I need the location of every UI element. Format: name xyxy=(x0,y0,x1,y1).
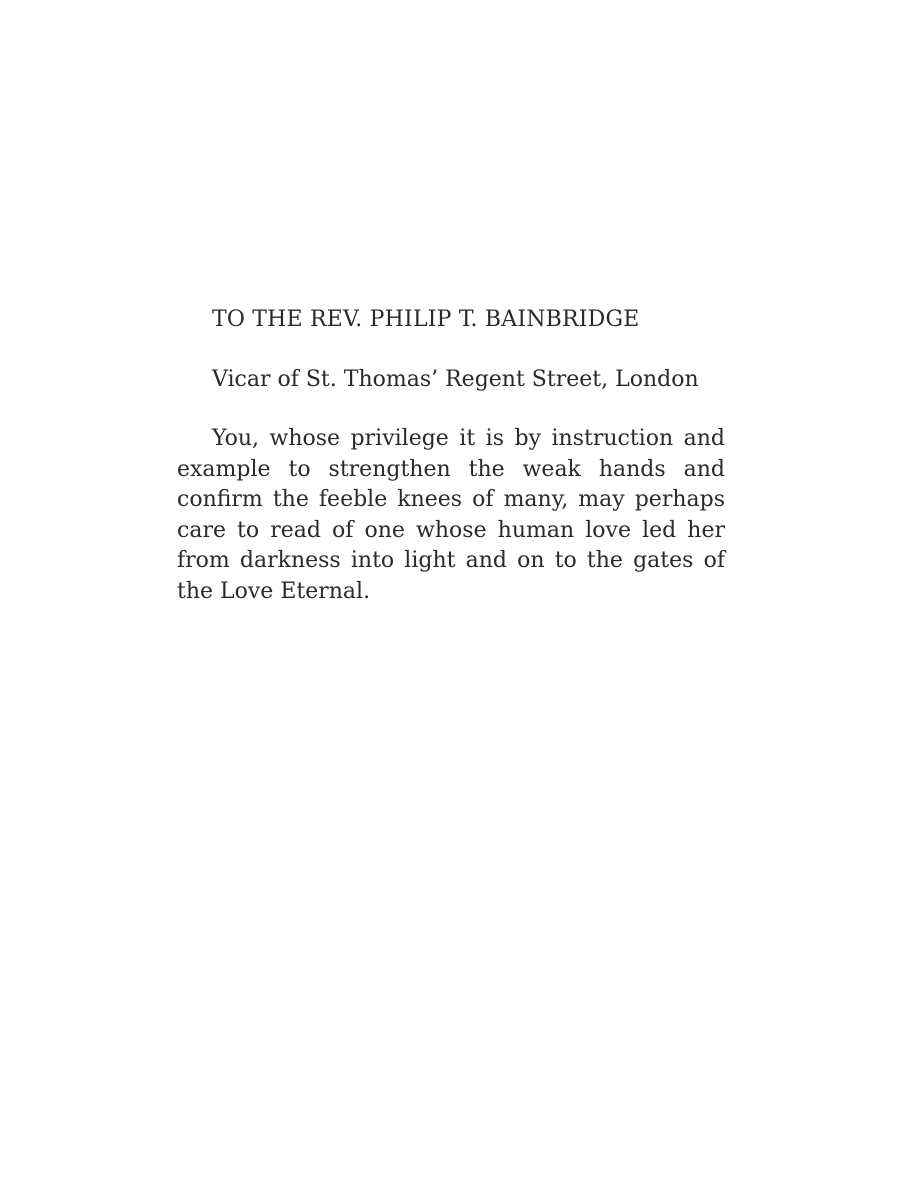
dedication xyxy=(177,305,725,607)
dedication-recipient: TO THE REV. PHILIP T. BAINBRIDGE xyxy=(212,307,640,332)
dedication-text: You, whose privilege it is by instruction and example to strengthen the weak hands and confirm the feeble knees of many, may perhaps care to read of one whose human love led her from darkness into light and on to the gates of the Love Eternal. xyxy=(177,426,725,604)
dedication-recipient-title: Vicar of St. Thomas’ Regent Street, London xyxy=(212,366,699,392)
